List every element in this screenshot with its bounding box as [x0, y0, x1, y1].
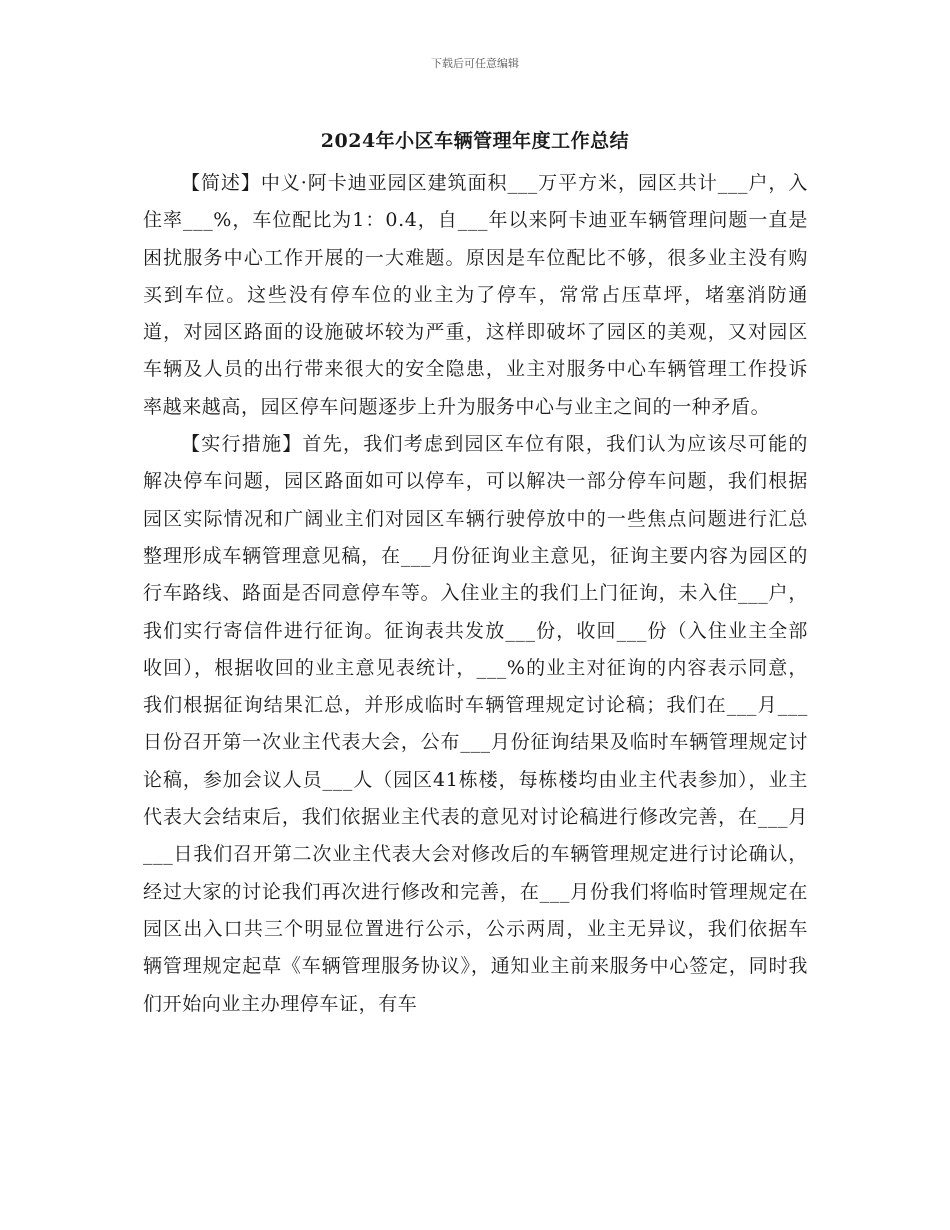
header-note: 下载后可任意编辑 — [431, 57, 519, 70]
paragraph-measures: 【实行措施】首先，我们考虑到园区车位有限，我们认为应该尽可能的解决停车问题，园区路面如可以停车，可以解决一部分停车问题，我们根据园区实际情况和广阔业主们对园区车辆行驶停放中的一些焦点问题进行汇总整理形成车辆管理意见稿，在___月份征询业主意见，征询主要内容为园区的行车路线、路面是否同意停车等。入住业主的我们上门征询，未入住___户，我们实行寄信件进行征询。征询表共发放___份，收回___份（入住业主全部收回），根据收回的业主意见表统计，___%的业主对征询的内容表示同意，我们根据征询结果汇总，并形成临时车辆管理规定讨论稿；我们在___月___日份召开第一次业主代表大会，公布___月份征询结果及临时车辆管理规定讨论稿，参加会议人员___人（园区41栋楼，每栋楼均由业主代表参加），业主代表大会结束后，我们依据业主代表的意见对讨论稿进行修改完善，在___月___日我们召开第二次业主代表大会对修改后的车辆管理规定进行讨论确认，经过大家的讨论我们再次进行修改和完善，在___月份我们将临时管理规定在园区出入口共三个明显位置进行公示，公示两周，业主无异议，我们依据车辆管理规定起草《车辆管理服务协议》，通知业主前来服务中心签定，同时我们开始向业主办理停车证，有车 — [143, 433, 808, 1015]
paragraph-summary: 【简述】中义·阿卡迪亚园区建筑面积___万平方米，园区共计___户，入住率___%，车位配比为1：0.4，自___年以来阿卡迪亚车辆管理问题一直是困扰服务中心工作开展的一大难题。原因是车位配比不够，很多业主没有购买到车位。这些没有停车位的业主为了停车，常常占压草坪，堵塞消防通道，对园区路面的设施破坏较为严重，这样即破坏了园区的美观，又对园区车辆及人员的出行带来很大的安全隐患，业主对服务中心车辆管理工作投诉率越来越高，园区停车问题逐步上升为服务中心与业主之间的一种矛盾。 — [143, 172, 808, 418]
document-title: 2024年小区车辆管理年度工作总结 — [320, 130, 630, 152]
document-body — [143, 165, 808, 1023]
